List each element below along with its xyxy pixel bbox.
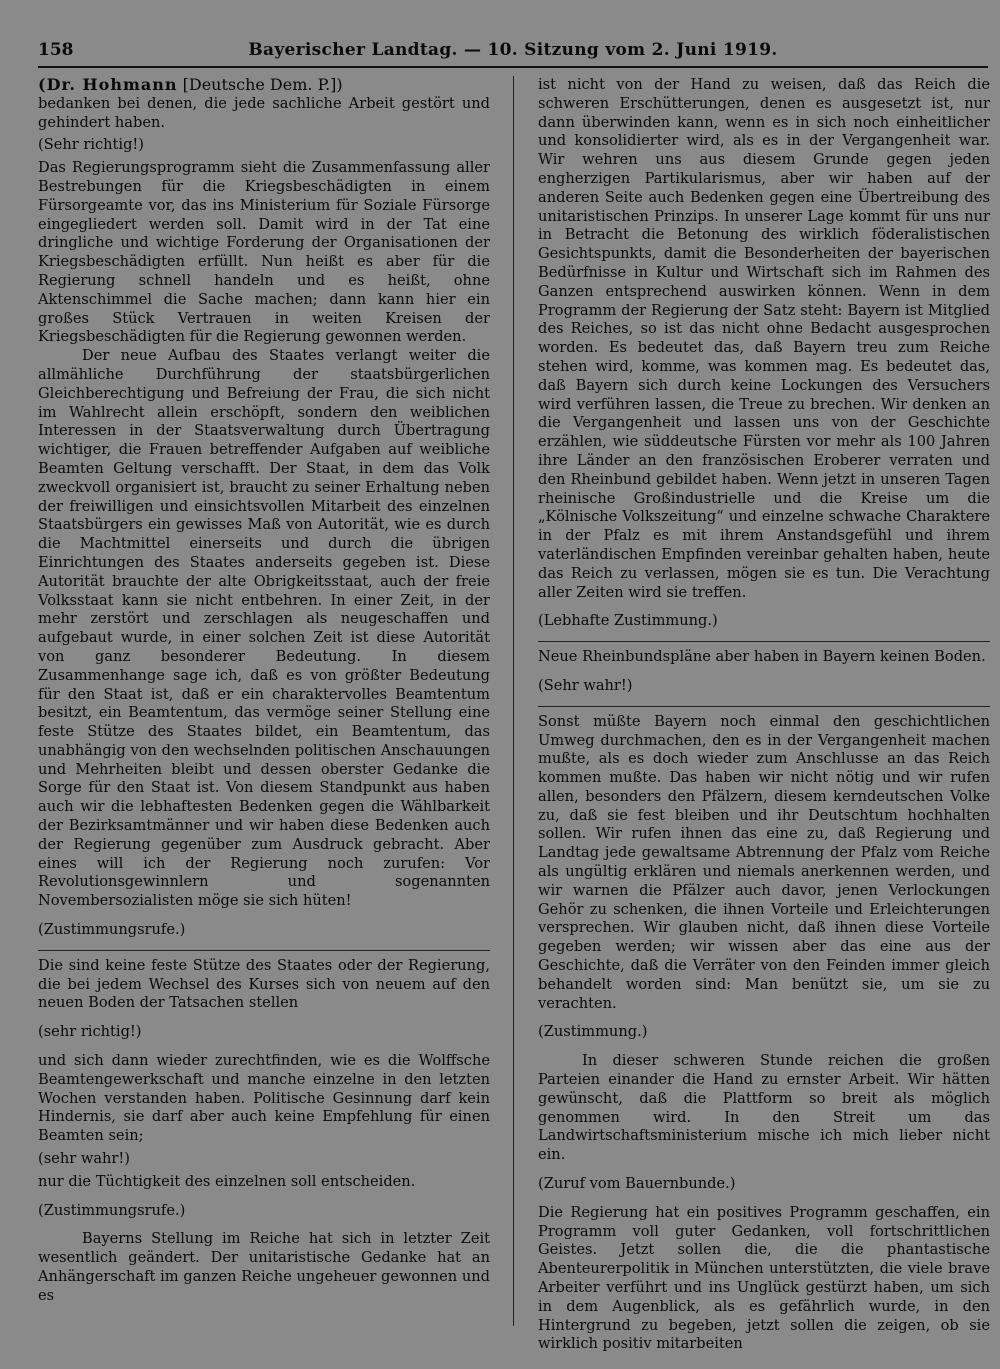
paragraph: In dieser schweren Stunde reichen die großen Parteien einander die Hand zu ernster Arbeit. Wir hätten gewünscht, daß die Plattform so breit als möglich genommen wird. In den Streit um das Landwirtschaftsministerium mische ich mich lieber nicht ein. — [538, 1052, 990, 1164]
paragraph: bedanken bei denen, die jede sachliche Arbeit gestört und gehindert haben. — [38, 94, 490, 131]
interjection: (Lebhafte Zustimmung.) — [538, 612, 718, 630]
separator-rule — [538, 641, 990, 642]
interjection: (Sehr richtig!) — [38, 136, 144, 154]
speaker-party: [Deutsche Dem. P.]) — [182, 75, 343, 94]
column-divider — [513, 76, 514, 1326]
paragraph: Die sind keine feste Stütze des Staates oder der Regierung, die bei jedem Wechsel des Kurses sich von neuem auf den neuen Boden der Tatsachen stellen — [38, 956, 490, 1012]
paragraph: Die Regierung hat ein positives Programm geschaffen, ein Programm voll guter Gedanken, voll fortschrittlichen Geistes. Jetzt sollen die, die die phantastische Abenteurerpolitik in München unterstützten, die viele brave Arbeiter verführt und ins Unglück gestürzt haben, um sich in dem Augenblick, als es gefährlich wurde, in den Hintergrund zu begeben, jetzt sollen die zeigen, ob sie wirklich positiv mitarbeiten — [538, 1203, 990, 1353]
right-column — [538, 76, 990, 1354]
running-title: Bayerischer Landtag. — 10. Sitzung vom 2. Juni 1919. — [248, 40, 778, 60]
paragraph: Das Regierungsprogramm sieht die Zusammenfassung aller Bestrebungen für die Kriegsbeschädigten in einem Fürsorgeamte vor, das ins Ministerium für Soziale Fürsorge eingegliedert werden soll. Damit wird in der Tat eine dringliche und wichtige Forderung der Organisationen der Kriegsbeschädigten erfüllt. Nun heißt es aber für die Regierung schnell handeln und es heißt, ohne Aktenschimmel die Sache machen; dann kann hier ein großes Stück Vertrauen in weiten Kreisen der Kriegsbeschädigten für die Regierung gewonnen werden. — [38, 159, 490, 346]
paragraph: Sonst müßte Bayern noch einmal den geschichtlichen Umweg durchmachen, den es in der Vergangenheit machen mußte, als es doch wieder zum Anschlusse an das Reich kommen mußte. Das haben wir nicht nötig und wir rufen allen, besonders den Pfälzern, diesem kerndeutschen Volke zu, daß sie fest bleiben und ihr Deutschtum hochhalten sollen. Wir rufen ihnen das eine zu, daß Regierung und Landtag jede gewaltsame Abtrennung der Pfalz vom Reiche als ungültig erklären und niemals anerkennen werden, und wir warnen die Pfälzer auch davor, jenen Verlockungen Gehör zu schenken, die ihnen Vorteile und Erleichterungen versprechen. Wir glauben nicht, daß ihnen diese Vorteile gegeben werden; wir wissen aber das eine aus der Geschichte, daß die Verräter von den Feinden immer gleich behandelt worden sind: Man benützt sie, um sie zu verachten. — [538, 712, 990, 1012]
interjection: (Zustimmung.) — [538, 1023, 648, 1041]
separator-rule — [38, 950, 490, 951]
paragraph: Der neue Aufbau des Staates verlangt weiter die allmähliche Durchführung der staatsbürgerlichen Gleichberechtigung und Befreiung der Frau, die sich nicht im Wahlrecht allein erschöpft, sondern den weiblichen Interessen in der Staatsverwaltung durch Übertragung wichtiger, die Frauen betreffender Aufgaben auf weibliche Beamten Geltung verschafft. Der Staat, in dem das Volk zweckvoll organisiert ist, braucht zu seiner Erhaltung neben der freiwilligen und einsichtsvollen Mitarbeit des einzelnen Staatsbürgers ein gewisses Maß von Autorität, wie es durch die Machtmittel einerseits und durch die übrigen Einrichtungen des Staates anderseits gegeben ist. Diese Autorität brauchte der alte Obrigkeitsstaat, auch der freie Volksstaat kann sie nicht entbehren. In einer Zeit, in der mehr zerstört und zerschlagen als neugeschaffen und aufgebaut wurde, in einer solchen Zeit ist diese Autorität von ganz besonderer Bedeutung. In diesem Zusammenhange sage ich, daß es von größter Bedeutung für den Staat ist, daß er ein charaktervolles Beamtentum besitzt, ein Beamtentum, das vermöge seiner Stellung eine feste Stütze des Staates bildet, ein Beamtentum, das unabhängig von den wechselnden politischen Anschauungen und Mehrheiten bleibt und dessen oberster Gedanke die Sorge für den Staat ist. Von diesem Standpunkt aus haben auch wir die lebhaftesten Bedenken gegen die Wählbarkeit der Bezirksamtmänner und wir haben diese Bedenken auch der Regierung gegenüber zum Ausdruck gebracht. Aber eines will ich der Regierung noch zurufen: Vor Revolutionsgewinnlern und sogenannten Novembersozialisten möge sie sich hüten! — [38, 347, 490, 910]
paragraph: Neue Rheinbundspläne aber haben in Bayern keinen Boden. — [538, 648, 986, 666]
interjection: (sehr richtig!) — [38, 1023, 142, 1041]
speaker-line — [38, 76, 490, 95]
paragraph: und sich dann wieder zurechtfinden, wie es die Wolffsche Beamtengewerkschaft und manche einzelne in den letzten Wochen verstanden haben. Politische Gesinnung darf kein Hindernis, sie darf aber auch keine Empfehlung für einen Beamten sein; — [38, 1052, 490, 1145]
interjection: (Zuruf vom Bauernbunde.) — [538, 1175, 736, 1193]
paragraph: ist nicht von der Hand zu weisen, daß das Reich die schweren Erschütterungen, denen es ausgesetzt ist, nur dann überwinden kann, wenn es in sich noch einheitlicher und konsolidierter wird, als es in der Vergangenheit war. Wir wehren uns aus diesem Grunde gegen jeden engherzigen Partikularismus, aber wir haben auf der anderen Seite auch Bedenken gegen eine Übertreibung des unitaristischen Prinzips. In unserer Lage kommt für uns nur in Betracht die Betonung des wirklich föderalistischen Gesichtspunkts, damit die Besonderheiten der bayerischen Bedürfnisse in Kultur und Wirtschaft sich im Rahmen des Ganzen entsprechend auswirken können. Wenn in dem Programm der Regierung der Satz steht: Bayern ist Mitglied des Reiches, so ist das nicht ohne Bedacht ausgesprochen worden. Es bedeutet das, daß Bayern treu zum Reiche stehen wird, komme, was kommen mag. Es bedeutet das, daß Bayern sich durch keine Lockungen des Versuchers wird verführen lassen, die Treue zu brechen. Wir denken an die Vergangenheit und lassen uns von der Geschichte erzählen, wie süddeutsche Fürsten vor mehr als 100 Jahren ihre Länder an den französischen Eroberer verraten und den Rheinbund gebildet haben. Wenn jetzt in unseren Tagen rheinische Großindustrielle und die Kreise um die „Kölnische Volkszeitung“ und einzelne schwache Charaktere in der Pfalz es mit ihrem Anstandsgefühl und ihrem vaterländischen Empfinden vereinbar gehalten haben, heute das Reich zu verlassen, mögen sie es tun. Die Verachtung aller Zeiten wird sie treffen. — [538, 76, 990, 601]
separator-rule — [538, 706, 990, 707]
left-column — [38, 76, 490, 1306]
interjection: (Sehr wahr!) — [538, 676, 633, 694]
interjection: (Zustimmungsrufe.) — [38, 921, 186, 939]
interjection: (Zustimmungsrufe.) — [38, 1201, 186, 1219]
paragraph: nur die Tüchtigkeit des einzelnen soll entscheiden. — [38, 1172, 416, 1190]
speaker-name: (Dr. Hohmann — [38, 75, 178, 94]
interjection: (sehr wahr!) — [38, 1150, 130, 1168]
running-header — [38, 38, 988, 68]
paragraph: Bayerns Stellung im Reiche hat sich in letzter Zeit wesentlich geändert. Der unitaristische Gedanke hat an Anhängerschaft im ganzen Reiche ungeheuer gewonnen und es — [38, 1230, 490, 1304]
page-number: 158 — [38, 40, 74, 60]
